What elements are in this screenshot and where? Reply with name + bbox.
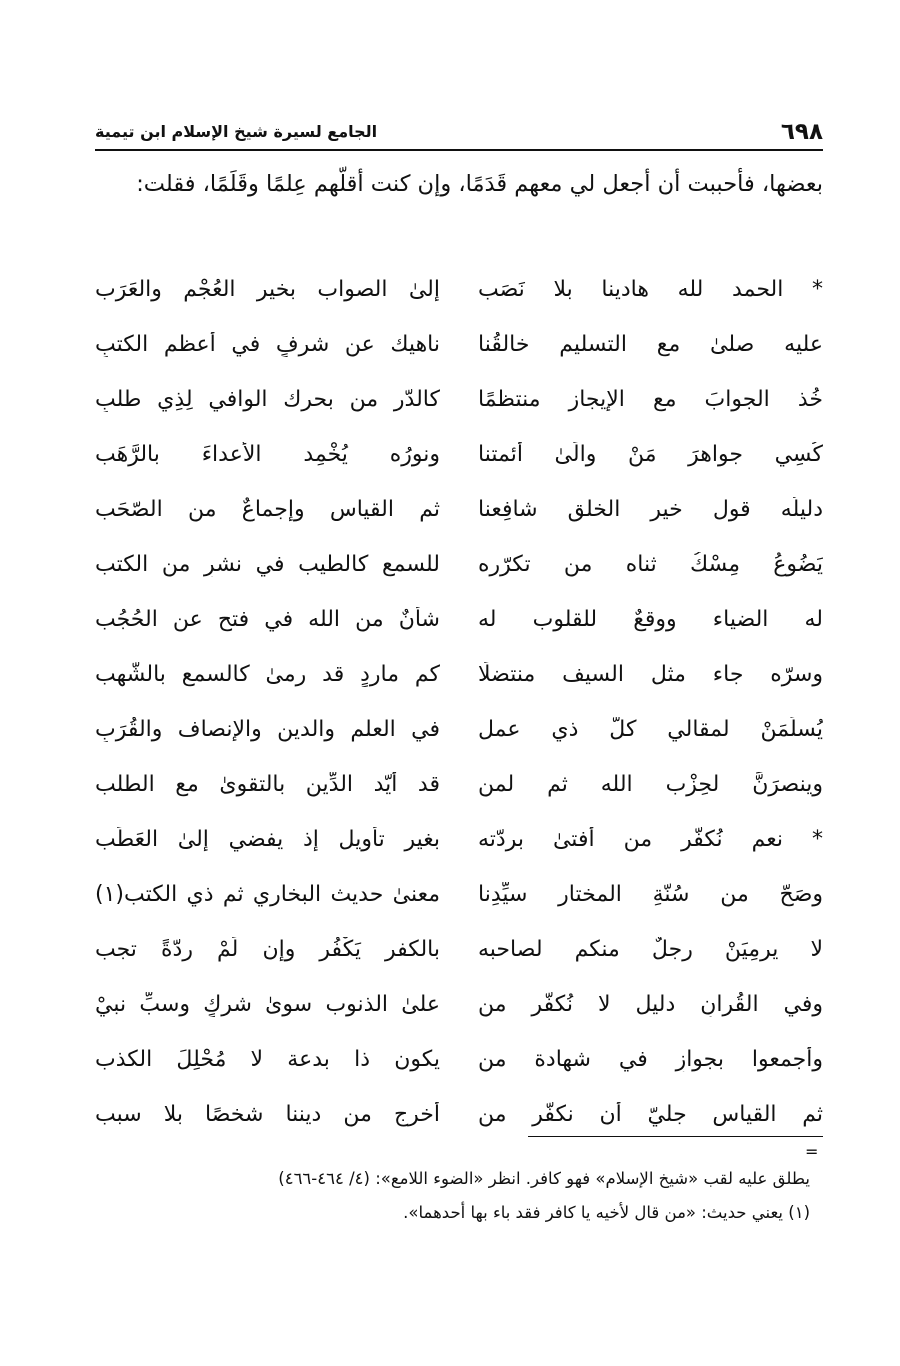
verse-second-hemistich: شأنٌ من الله في فتح عن الحُجُب xyxy=(95,607,440,632)
verse-first-hemistich: دليلُه قول خير الخلق شافِعنا xyxy=(478,497,823,522)
verse-first-hemistich: له الضياء ووقعٌ للقلوب له xyxy=(478,607,823,632)
verse-first-hemistich: وسرّه جاء مثل السيف منتضلًا xyxy=(478,662,823,687)
verse-second-hemistich: في العلم والدين والإنصاف والقُرَبِ xyxy=(95,717,440,742)
page-number: ٦٩٨ xyxy=(780,119,823,145)
verse-second-hemistich: علىٰ الذنوب سوىٰ شركٍ وسبِّ نبيْ xyxy=(95,992,440,1017)
verse-first-hemistich: لا يرمِيَنْ رجلٌ منكم لصاحبه xyxy=(478,937,823,962)
page-header xyxy=(95,113,823,151)
verse-second-hemistich: بالكفر يَكْفُر وإن لَمْ ردّةً تجب xyxy=(95,937,440,962)
verse-first-hemistich: يَضُوعُ مِسْكُ ثناه من تكرّره xyxy=(478,552,823,577)
verse-first-hemistich: وأجمعوا بجوازٍ في شهادة من xyxy=(478,1047,823,1072)
verse-second-hemistich: ونورُه يُخْمِد الأعداءَ بالرَّهَب xyxy=(95,442,440,467)
verse-second-hemistich: ناهيك عن شرفٍ في أعظم الكتبِ xyxy=(95,332,440,357)
verse-second-hemistich: قد أيّد الدِّين بالتقوىٰ مع الطلب xyxy=(95,772,440,797)
verse xyxy=(95,317,823,372)
poem xyxy=(95,262,823,1142)
verse xyxy=(95,702,823,757)
verse-first-hemistich: يُسلِّمَنْ لمقالي كلُّ ذي عمل xyxy=(478,717,823,742)
footnote-line: (١) يعني حديث: «من قال لأخيه يا كافر فقد باء بها أحدهما». xyxy=(403,1203,810,1222)
verse-second-hemistich: ثم القياس وإجماعٌ من الصّحَب xyxy=(95,497,440,522)
verse-second-hemistich: معنىٰ حديث البخاري ثم ذي الكتب(١) xyxy=(95,882,440,907)
verse-second-hemistich: للسمع كالطيب في نشرٍ من الكتب xyxy=(95,552,440,577)
verse-second-hemistich: يكون ذا بدعة لا مُحْلِلَ الكذب xyxy=(95,1047,440,1072)
verse-second-hemistich: إلىٰ الصواب بخير العُجْم والعَرَب xyxy=(95,277,440,302)
verse-first-hemistich: وصَحّ من سُنّةِ المختار سيِّدِنا xyxy=(478,882,823,907)
verse xyxy=(95,977,823,1032)
verse-second-hemistich: بغير تأويل إذ يفضي إلىٰ العَطَب xyxy=(95,827,440,852)
footnotes xyxy=(95,1162,810,1230)
verse xyxy=(95,482,823,537)
verse-first-hemistich: عليه صلىٰ مع التسليم خالقُنا xyxy=(478,332,823,357)
verse xyxy=(95,647,823,702)
verse-first-hemistich: * الحمد لله هادينا بلا نَصَب xyxy=(478,277,823,302)
verse-second-hemistich: كالدّر من بحرك الوافي لِذِي طلبِ xyxy=(95,387,440,412)
verse xyxy=(95,537,823,592)
verse xyxy=(95,592,823,647)
footnote-separator xyxy=(528,1136,823,1137)
intro-paragraph: بعضها، فأحببت أن أجعل لي معهم قَدَمًا، وإن كنت أقلّهم عِلمًا وقَلَمًا، فقلت: xyxy=(136,171,823,197)
footnote-continuation-mark: = xyxy=(805,1142,819,1161)
verse xyxy=(95,262,823,317)
verse xyxy=(95,1087,823,1142)
verse-second-hemistich: كم ماردٍ قد رمىٰ كالسمع بالشّهب xyxy=(95,662,440,687)
verse-first-hemistich: خُذ الجوابَ مع الإيجاز منتظمًا xyxy=(478,387,823,412)
verse xyxy=(95,812,823,867)
running-title: الجامع لسيرة شيخ الإسلام ابن تيمية xyxy=(95,122,378,141)
verse-first-hemistich: كُسِي جواهرَ مَنْ والَىٰ أئمتنا xyxy=(478,442,823,467)
verse xyxy=(95,1032,823,1087)
verse xyxy=(95,427,823,482)
verse-first-hemistich: وفي القُرانِ دليل لا نُكفّر من xyxy=(478,992,823,1017)
verse-second-hemistich: أخرج من ديننا شخصًا بلا سبب xyxy=(95,1102,440,1127)
footnote-line: يطلق عليه لقب «شيخ الإسلام» فهو كافر. انظر «الضوء اللامع»: (٤/ ٤٦٤-٤٦٦) xyxy=(278,1169,810,1188)
verse-first-hemistich: وينصرَنَّ لحِزْب الله ثم لمن xyxy=(478,772,823,797)
verse-first-hemistich: * نعم نُكفّر من أفتىٰ بردّته xyxy=(478,827,823,852)
verse xyxy=(95,757,823,812)
verse-first-hemistich: ثم القياس جليّ أن نكفّر من xyxy=(478,1102,823,1127)
verse xyxy=(95,867,823,922)
verse xyxy=(95,372,823,427)
verse xyxy=(95,922,823,977)
